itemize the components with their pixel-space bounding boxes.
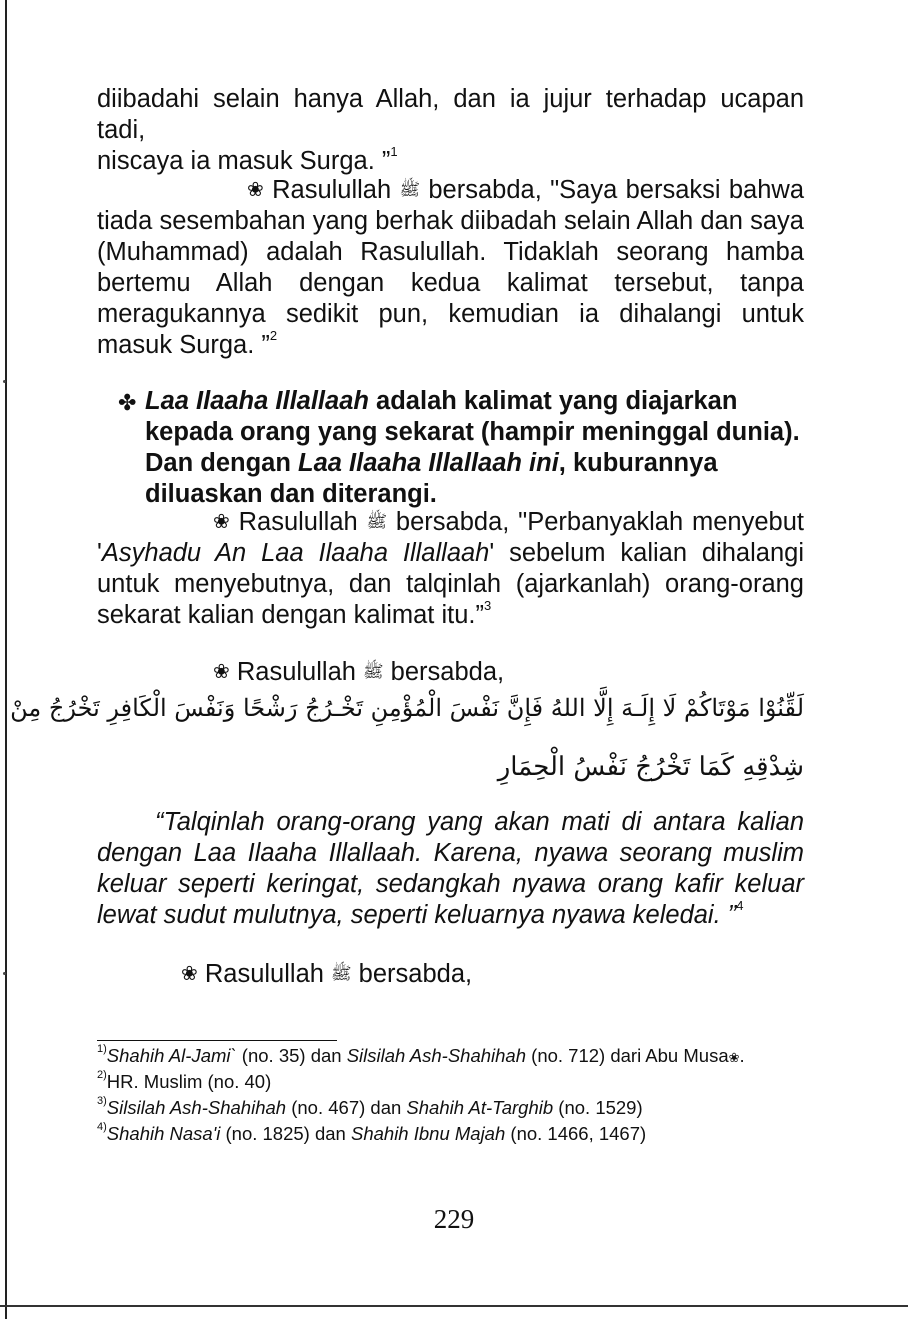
footnote-text: (no. 712) dari Abu Musa — [526, 1045, 729, 1066]
footnote-number: 1) — [97, 1042, 107, 1055]
paragraph-2 — [97, 174, 804, 361]
translation-text: “Talqinlah orang-orang yang akan mati di antara kalian dengan Laa Ilaaha Illallaah. Karena, nyawa seorang muslim keluar seperti keringat, sedangkah nyawa orang kafir keluar lewat sudut mulutnya, seperti keluarnya nyawa keledai. ” — [97, 808, 804, 929]
scan-left-edge — [5, 0, 7, 1319]
footnote-italic: Shahih Nasa'i — [106, 1123, 221, 1144]
paragraph-3 — [97, 506, 804, 631]
flower-bullet-icon: ✤ — [118, 390, 137, 415]
rasulullah-label: Rasulullah — [272, 176, 392, 204]
rasulullah-label: Rasulullah — [204, 960, 324, 988]
footnote-italic: Shahih Al-Jami` — [106, 1045, 237, 1066]
footnote-text: HR. Muslim (no. 40) — [106, 1071, 272, 1092]
saw-honorific-icon: ﷺ — [399, 180, 421, 199]
hadith-marker-icon: ❀ — [247, 179, 264, 201]
saw-honorific-icon: ﷺ — [331, 964, 352, 983]
footnote-text: (no. 1529) — [553, 1097, 643, 1118]
footnote-text: (no. 467) dan — [286, 1097, 407, 1118]
scan-bottom-edge — [0, 1305, 908, 1307]
scan-speck — [3, 972, 6, 975]
footnote-italic: Silsilah Ash-Shahihah — [106, 1097, 287, 1118]
honorific-icon: ❀ — [728, 1050, 740, 1065]
paragraph-4-text: bersabda, — [390, 658, 505, 686]
rasulullah-label: Rasulullah — [236, 658, 356, 686]
footnote-3 — [97, 1094, 643, 1119]
paragraph-3-italic: Asyhadu An Laa Ilaaha Illallaah — [101, 539, 490, 567]
paragraph-1-line-1: diibadahi selain hanya Allah, dan ia jujur terhadap ucapan tadi, — [97, 85, 804, 144]
saw-honorific-icon: ﷺ — [363, 662, 384, 681]
heading-italic-2: Laa Ilaaha Illallaah ini — [298, 449, 559, 477]
paragraph-2-text: bersabda, "Saya bersaksi bahwa tiada sesembahan yang berhak diibadah selain Allah dan saya (Muhammad) adalah Rasulullah. Tidaklah seorang hamba bertemu Allah dengan kedua kalimat tersebut, tanpa meragukannya sedikit pun, kemudian ia dihalangi untuk masuk Surga. ” — [97, 176, 805, 359]
footnote-text: (no. 35) dan — [236, 1045, 347, 1066]
footnote-text: (no. 1466, 1467) — [505, 1123, 647, 1144]
footnote-ref-3: 3 — [483, 597, 492, 613]
heading-text-2: , kuburannya diluaskan dan diterangi. — [145, 449, 718, 508]
paragraph-5-text: bersabda, — [358, 960, 473, 988]
paragraph-5 — [97, 958, 804, 990]
footnote-number: 3) — [97, 1094, 107, 1107]
arabic-line-1: لَقِّنُوْا مَوْتَاكُمْ لَا إِلَـهَ إِلَّا اللهُ فَإِنَّ نَفْسَ الْمُؤْمِنِ تَخْـرُجُ رَشْحًا وَنَفْسَ الْكَافِرِ تَخْرُجُ مِنْ — [10, 694, 804, 722]
paragraph-1 — [97, 84, 804, 177]
hadith-marker-icon: ❀ — [213, 661, 230, 683]
heading-italic-1: Laa Ilaaha Illallaah — [145, 387, 369, 415]
hadith-marker-icon: ❀ — [181, 963, 198, 985]
paragraph-4 — [97, 656, 804, 688]
footnote-text: . — [739, 1045, 745, 1066]
footnote-number: 4) — [97, 1120, 107, 1133]
footnote-2 — [97, 1068, 272, 1093]
footnote-italic: Shahih At-Targhib — [406, 1097, 554, 1118]
translation-quote — [97, 807, 804, 931]
footnote-text: (no. 1825) dan — [220, 1123, 351, 1144]
paragraph-3-text-1: bersabda, "Perbanyaklah menyebut ' — [97, 508, 804, 567]
footnote-divider — [97, 1040, 337, 1041]
hadith-marker-icon: ❀ — [213, 511, 230, 533]
paragraph-3-text-2: ' sebelum kalian dihalangi untuk menyebutnya, dan talqinlah (ajarkanlah) orang-orang sekarat kalian dengan kalimat itu.” — [97, 539, 804, 629]
footnote-ref-1: 1 — [390, 143, 398, 159]
footnote-1 — [97, 1042, 745, 1069]
saw-honorific-icon: ﷺ — [366, 512, 388, 531]
rasulullah-label: Rasulullah — [238, 508, 358, 536]
arabic-line-2: شِدْقِهِ كَمَا تَخْرُجُ نَفْسُ الْحِمَارِ — [497, 752, 804, 782]
page-number: 229 — [433, 1204, 475, 1234]
footnote-italic: Silsilah Ash-Shahihah — [346, 1045, 527, 1066]
heading-text-1: adalah kalimat yang diajarkan kepada orang yang sekarat (hampir meninggal dunia). Dan dengan — [145, 387, 800, 477]
footnote-ref-2: 2 — [269, 327, 278, 343]
footnote-number: 2) — [97, 1068, 107, 1081]
paragraph-1-line-2: niscaya ia masuk Surga. ” — [97, 147, 391, 175]
heading-point — [145, 386, 805, 510]
footnote-italic: Shahih Ibnu Majah — [350, 1123, 506, 1144]
footnote-4 — [97, 1120, 647, 1145]
footnote-ref-4: 4 — [736, 897, 744, 913]
scan-speck — [3, 380, 6, 383]
